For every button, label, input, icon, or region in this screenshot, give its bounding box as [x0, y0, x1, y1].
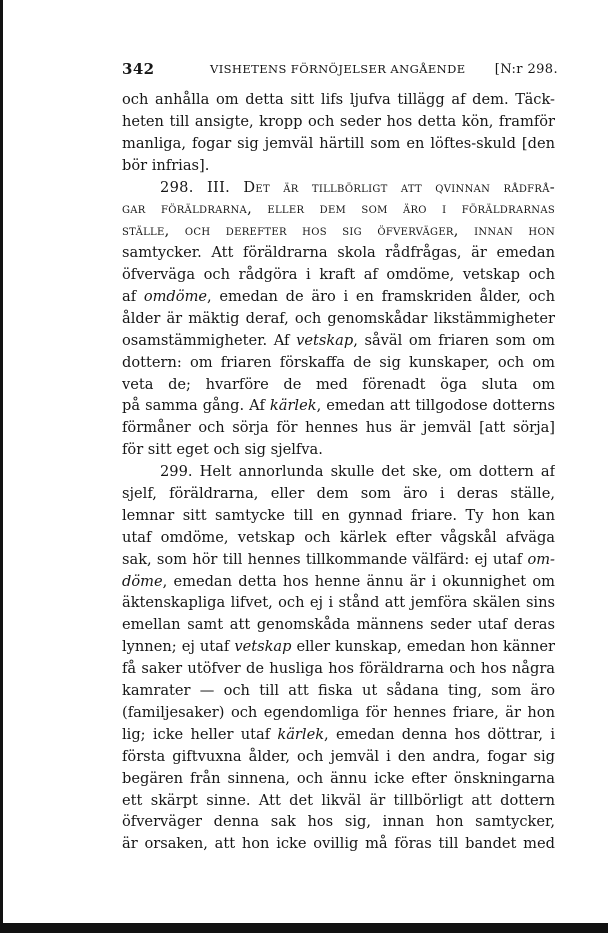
text-line: begären från sinnena, och ännu icke efter önskningarna: [122, 769, 555, 787]
text-line: öfverväga och rådgöra i kraft af omdöme, vetskap och: [122, 266, 555, 284]
text-line: äktenskapliga lifvet, och ej i stånd att jemföra skälen sins: [122, 594, 555, 612]
paragraph-start-line: 299. Helt annorlunda skulle det ske, om dottern af: [160, 463, 555, 481]
text-line: lynnen; ej utaf vetskap eller kunskap, emedan hon känner: [122, 638, 555, 656]
text-line: få saker utöfver de husliga hos föräldrarna och hos några: [122, 660, 555, 678]
text-line: bör infrias].: [122, 156, 210, 174]
text-line: dottern: om friaren förskaffa de sig kunskaper, och om: [122, 353, 555, 371]
text-line: lemnar sitt samtycke till en gynnad friare. Ty hon kan: [122, 506, 555, 524]
text-line: osamstämmigheter. Af vetskap, såväl om friaren som om: [122, 331, 555, 349]
text-line: förmåner och sörja för hennes hus är jemväl [att sörja]: [122, 419, 555, 437]
text-line: på samma gång. Af kärlek, emedan att tillgodose dotterns: [122, 397, 555, 415]
section-heading-line: gar föräldrarna, eller dem som äro i föräldrarnas: [122, 200, 555, 218]
text-line: öfverväger denna sak hos sig, innan hon samtycker,: [122, 813, 555, 831]
text-line: första giftvuxna ålder, och jemväl i den andra, fogar sig: [122, 747, 555, 765]
scan-bottom-edge: [0, 923, 608, 933]
section-reference: [N:r 298.: [494, 62, 558, 77]
text-line: och anhålla om detta sitt lifs ljufva tillägg af dem. Täck-: [122, 91, 555, 108]
text-line: veta de; hvarföre de med förenadt öga sluta om: [122, 375, 555, 393]
text-line: döme, emedan detta hos henne ännu är i okunnighet om: [122, 572, 555, 590]
text-line: manliga, fogar sig jemväl härtill som en löftes-skuld [den: [122, 134, 555, 152]
text-line: lig; icke heller utaf kärlek, emedan denna hos döttrar, i: [122, 725, 555, 743]
text-line: ålder är mäktig deraf, och genomskådar likstämmigheter: [122, 309, 555, 327]
text-line: af omdöme, emedan de äro i en framskriden ålder, och: [122, 288, 555, 306]
text-line: för sitt eget och sig sjelfva.: [122, 441, 323, 459]
text-line: utaf omdöme, vetskap och kärlek efter vågskål afväga: [122, 528, 555, 546]
text-line: (familjesaker) och egendomliga för hennes friare, är hon: [122, 703, 555, 721]
page-header: [122, 56, 558, 80]
running-title: VISHETENS FÖRNÖJELSER ANGÅENDE: [210, 62, 466, 76]
section-heading-line: ställe, och derefter hos sig öfverväger, innan hon: [122, 222, 555, 240]
text-line: kamrater — och till att fiska ut sådana ting, som äro: [122, 682, 555, 700]
page-number: 342: [122, 60, 155, 78]
text-line: samtycker. Att föräldrarna skola rådfrågas, är emedan: [122, 244, 555, 262]
scan-left-edge: [0, 0, 3, 933]
text-line: är orsaken, att hon icke ovillig må föras till bandet med: [122, 835, 555, 853]
text-line: sak, som hör till hennes tillkommande välfärd: ej utaf om-: [122, 550, 555, 568]
text-line: ett skärpt sinne. Att det likväl är tillbörligt att dottern: [122, 791, 555, 809]
text-line: emellan samt att genomskåda männens seder utaf deras: [122, 616, 555, 634]
text-line: sjelf, föräldrarna, eller dem som äro i deras ställe,: [122, 485, 555, 503]
section-heading-line: 298. III. Det är tillbörligt att qvinnan rådfrå-: [160, 178, 555, 196]
page-body: [122, 89, 555, 855]
text-line: heten till ansigte, kropp och seder hos detta kön, framför: [122, 112, 555, 130]
